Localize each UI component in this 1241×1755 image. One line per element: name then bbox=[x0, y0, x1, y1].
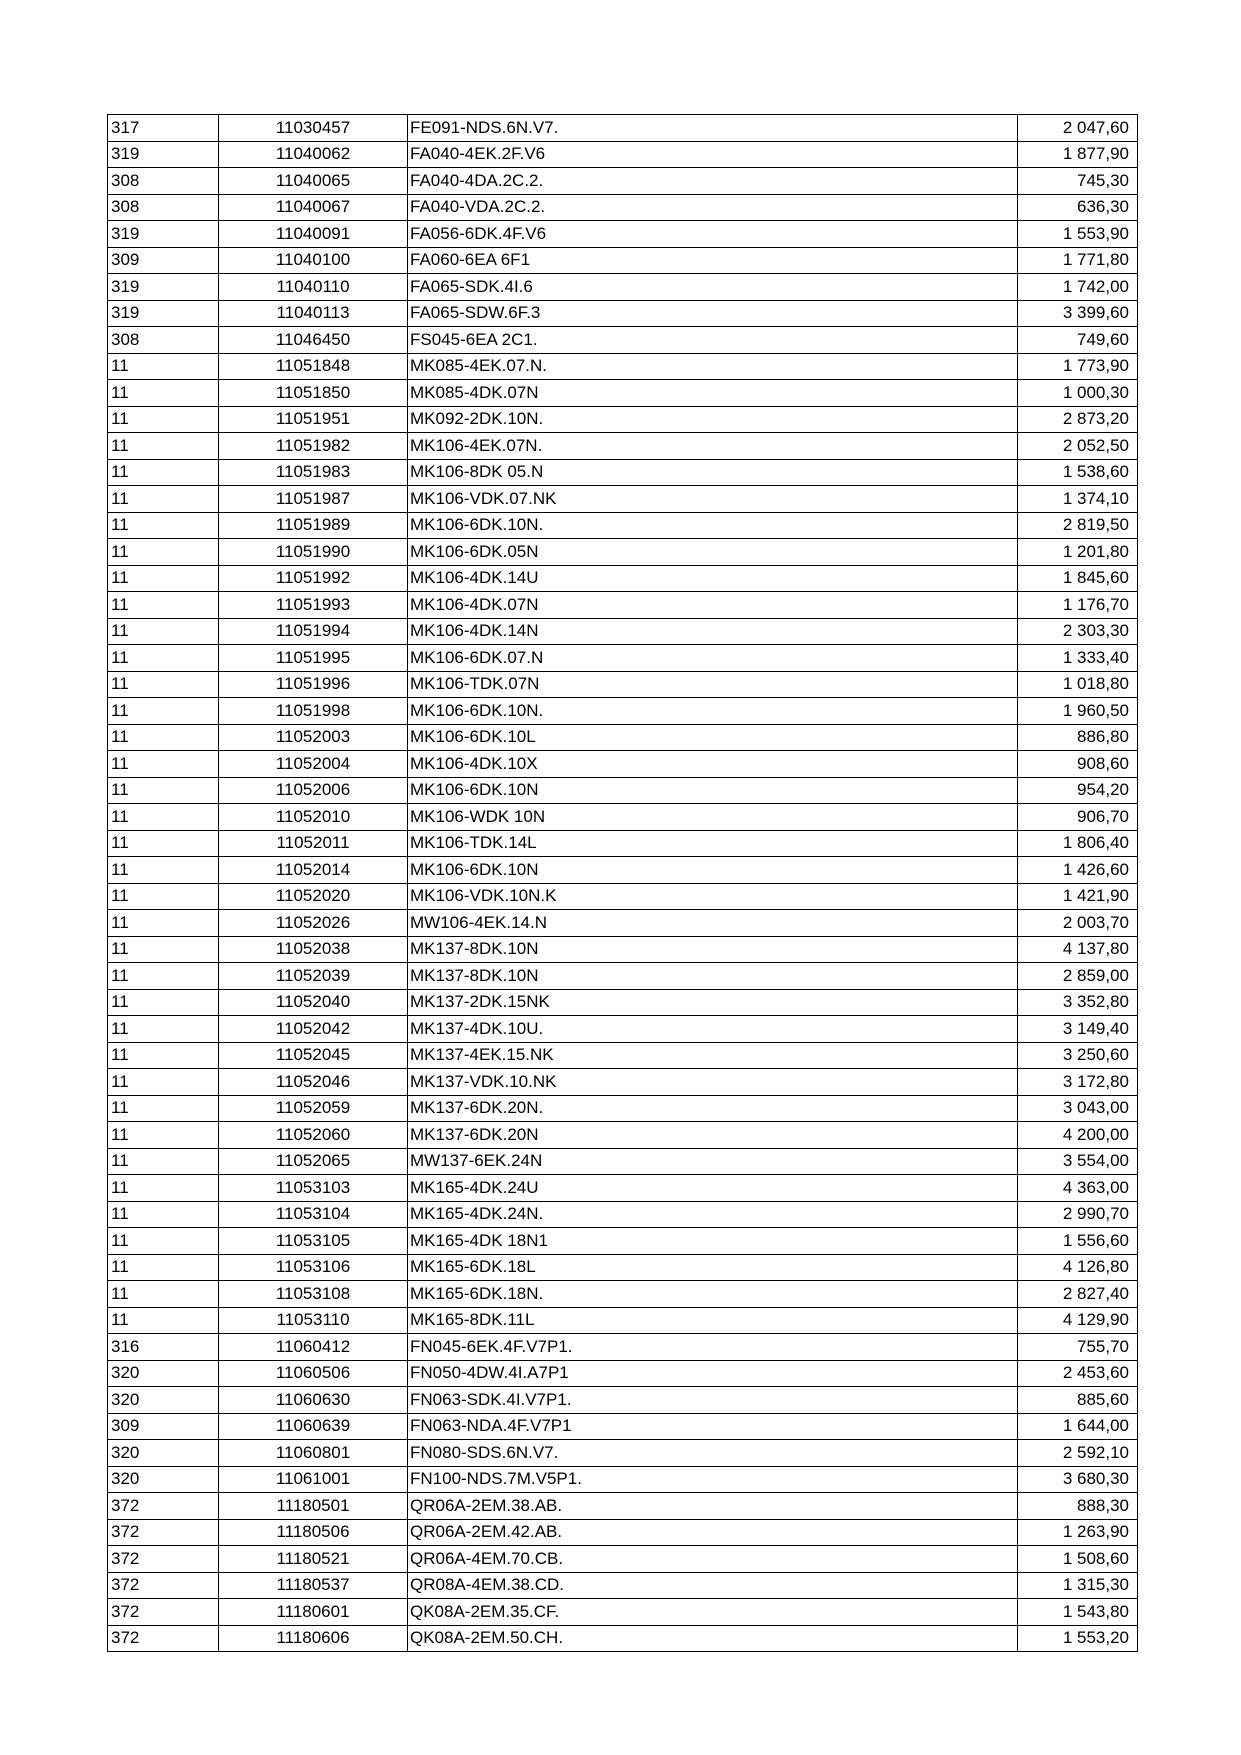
description-cell: MW106-4EK.14.N bbox=[408, 910, 1018, 937]
price-table bbox=[107, 114, 1138, 1652]
price-cell: 1 000,30 bbox=[1018, 380, 1138, 407]
table-row bbox=[108, 115, 1138, 142]
group-cell: 11 bbox=[108, 380, 219, 407]
article-code-cell: 11051995 bbox=[219, 645, 408, 672]
article-code-cell: 11052020 bbox=[219, 883, 408, 910]
group-cell: 11 bbox=[108, 777, 219, 804]
description-cell: MK106-6DK.10N bbox=[408, 777, 1018, 804]
price-cell: 4 126,80 bbox=[1018, 1254, 1138, 1281]
group-cell: 11 bbox=[108, 592, 219, 619]
description-cell: FE091-NDS.6N.V7. bbox=[408, 115, 1018, 142]
price-cell: 1 742,00 bbox=[1018, 274, 1138, 301]
description-cell: MK137-8DK.10N bbox=[408, 936, 1018, 963]
description-cell: MK165-8DK.11L bbox=[408, 1307, 1018, 1334]
description-cell: MK106-6DK.10N. bbox=[408, 512, 1018, 539]
article-code-cell: 11053105 bbox=[219, 1228, 408, 1255]
description-cell: FA065-SDK.4I.6 bbox=[408, 274, 1018, 301]
table-row bbox=[108, 1228, 1138, 1255]
article-code-cell: 11180537 bbox=[219, 1572, 408, 1599]
description-cell: MK106-4EK.07N. bbox=[408, 433, 1018, 460]
table-row bbox=[108, 1493, 1138, 1520]
group-cell: 372 bbox=[108, 1625, 219, 1652]
table-row bbox=[108, 1069, 1138, 1096]
group-cell: 320 bbox=[108, 1387, 219, 1414]
price-cell: 1 771,80 bbox=[1018, 247, 1138, 274]
group-cell: 11 bbox=[108, 645, 219, 672]
price-cell: 755,70 bbox=[1018, 1334, 1138, 1361]
article-code-cell: 11051987 bbox=[219, 486, 408, 513]
article-code-cell: 11051983 bbox=[219, 459, 408, 486]
group-cell: 320 bbox=[108, 1440, 219, 1467]
article-code-cell: 11052046 bbox=[219, 1069, 408, 1096]
group-cell: 11 bbox=[108, 1281, 219, 1308]
price-cell: 1 538,60 bbox=[1018, 459, 1138, 486]
article-code-cell: 11040113 bbox=[219, 300, 408, 327]
article-code-cell: 11060801 bbox=[219, 1440, 408, 1467]
article-code-cell: 11060412 bbox=[219, 1334, 408, 1361]
description-cell: MK106-4DK.14U bbox=[408, 565, 1018, 592]
article-code-cell: 11040100 bbox=[219, 247, 408, 274]
table-row bbox=[108, 1095, 1138, 1122]
table-row bbox=[108, 671, 1138, 698]
price-cell: 1 315,30 bbox=[1018, 1572, 1138, 1599]
group-cell: 11 bbox=[108, 1201, 219, 1228]
article-code-cell: 11052039 bbox=[219, 963, 408, 990]
price-cell: 1 508,60 bbox=[1018, 1546, 1138, 1573]
description-cell: MK106-6DK.10L bbox=[408, 724, 1018, 751]
group-cell: 11 bbox=[108, 1016, 219, 1043]
article-code-cell: 11051993 bbox=[219, 592, 408, 619]
table-row bbox=[108, 724, 1138, 751]
table-row bbox=[108, 1042, 1138, 1069]
group-cell: 11 bbox=[108, 565, 219, 592]
price-cell: 2 990,70 bbox=[1018, 1201, 1138, 1228]
table-row bbox=[108, 1254, 1138, 1281]
price-cell: 4 137,80 bbox=[1018, 936, 1138, 963]
table-row bbox=[108, 830, 1138, 857]
table-row bbox=[108, 1148, 1138, 1175]
group-cell: 372 bbox=[108, 1572, 219, 1599]
group-cell: 11 bbox=[108, 883, 219, 910]
group-cell: 320 bbox=[108, 1360, 219, 1387]
price-table-body bbox=[108, 115, 1138, 1652]
group-cell: 317 bbox=[108, 115, 219, 142]
price-cell: 2 827,40 bbox=[1018, 1281, 1138, 1308]
table-row bbox=[108, 1440, 1138, 1467]
price-cell: 3 680,30 bbox=[1018, 1466, 1138, 1493]
group-cell: 11 bbox=[108, 1069, 219, 1096]
description-cell: MK165-4DK.24N. bbox=[408, 1201, 1018, 1228]
table-row bbox=[108, 327, 1138, 354]
group-cell: 11 bbox=[108, 989, 219, 1016]
description-cell: MK106-4DK.07N bbox=[408, 592, 1018, 619]
description-cell: FN080-SDS.6N.V7. bbox=[408, 1440, 1018, 1467]
article-code-cell: 11040110 bbox=[219, 274, 408, 301]
description-cell: MK137-4DK.10U. bbox=[408, 1016, 1018, 1043]
description-cell: MK137-VDK.10.NK bbox=[408, 1069, 1018, 1096]
price-cell: 2 819,50 bbox=[1018, 512, 1138, 539]
price-cell: 1 553,20 bbox=[1018, 1625, 1138, 1652]
description-cell: QR06A-2EM.38.AB. bbox=[408, 1493, 1018, 1520]
price-cell: 3 149,40 bbox=[1018, 1016, 1138, 1043]
article-code-cell: 11051850 bbox=[219, 380, 408, 407]
table-row bbox=[108, 963, 1138, 990]
article-code-cell: 11052014 bbox=[219, 857, 408, 884]
article-code-cell: 11051996 bbox=[219, 671, 408, 698]
article-code-cell: 11030457 bbox=[219, 115, 408, 142]
article-code-cell: 11052040 bbox=[219, 989, 408, 1016]
price-cell: 906,70 bbox=[1018, 804, 1138, 831]
article-code-cell: 11051982 bbox=[219, 433, 408, 460]
price-cell: 3 399,60 bbox=[1018, 300, 1138, 327]
group-cell: 11 bbox=[108, 1228, 219, 1255]
article-code-cell: 11061001 bbox=[219, 1466, 408, 1493]
group-cell: 11 bbox=[108, 936, 219, 963]
table-row bbox=[108, 618, 1138, 645]
table-row bbox=[108, 1307, 1138, 1334]
description-cell: MK165-6DK.18N. bbox=[408, 1281, 1018, 1308]
table-row bbox=[108, 1625, 1138, 1652]
article-code-cell: 11180501 bbox=[219, 1493, 408, 1520]
description-cell: MK106-TDK.07N bbox=[408, 671, 1018, 698]
table-row bbox=[108, 645, 1138, 672]
group-cell: 11 bbox=[108, 1095, 219, 1122]
table-row bbox=[108, 1387, 1138, 1414]
description-cell: MW137-6EK.24N bbox=[408, 1148, 1018, 1175]
article-code-cell: 11053108 bbox=[219, 1281, 408, 1308]
table-row bbox=[108, 274, 1138, 301]
table-row bbox=[108, 1519, 1138, 1546]
price-cell: 1 806,40 bbox=[1018, 830, 1138, 857]
group-cell: 11 bbox=[108, 830, 219, 857]
price-cell: 1 556,60 bbox=[1018, 1228, 1138, 1255]
group-cell: 11 bbox=[108, 857, 219, 884]
article-code-cell: 11052010 bbox=[219, 804, 408, 831]
group-cell: 11 bbox=[108, 353, 219, 380]
article-code-cell: 11052042 bbox=[219, 1016, 408, 1043]
article-code-cell: 11051994 bbox=[219, 618, 408, 645]
table-row bbox=[108, 168, 1138, 195]
table-row bbox=[108, 380, 1138, 407]
description-cell: QR06A-2EM.42.AB. bbox=[408, 1519, 1018, 1546]
group-cell: 309 bbox=[108, 1413, 219, 1440]
price-cell: 3 554,00 bbox=[1018, 1148, 1138, 1175]
table-row bbox=[108, 936, 1138, 963]
price-cell: 2 453,60 bbox=[1018, 1360, 1138, 1387]
price-cell: 3 043,00 bbox=[1018, 1095, 1138, 1122]
price-cell: 4 200,00 bbox=[1018, 1122, 1138, 1149]
description-cell: MK137-2DK.15NK bbox=[408, 989, 1018, 1016]
price-cell: 4 363,00 bbox=[1018, 1175, 1138, 1202]
group-cell: 319 bbox=[108, 141, 219, 168]
group-cell: 308 bbox=[108, 327, 219, 354]
price-cell: 1 960,50 bbox=[1018, 698, 1138, 725]
price-cell: 1 201,80 bbox=[1018, 539, 1138, 566]
table-row bbox=[108, 1334, 1138, 1361]
price-cell: 1 773,90 bbox=[1018, 353, 1138, 380]
price-cell: 2 003,70 bbox=[1018, 910, 1138, 937]
description-cell: FA040-VDA.2C.2. bbox=[408, 194, 1018, 221]
description-cell: FS045-6EA 2C1. bbox=[408, 327, 1018, 354]
description-cell: MK106-6DK.10N. bbox=[408, 698, 1018, 725]
group-cell: 11 bbox=[108, 433, 219, 460]
price-cell: 1 553,90 bbox=[1018, 221, 1138, 248]
description-cell: FA056-6DK.4F.V6 bbox=[408, 221, 1018, 248]
group-cell: 11 bbox=[108, 751, 219, 778]
description-cell: MK106-TDK.14L bbox=[408, 830, 1018, 857]
article-code-cell: 11051848 bbox=[219, 353, 408, 380]
description-cell: MK137-4EK.15.NK bbox=[408, 1042, 1018, 1069]
article-code-cell: 11052003 bbox=[219, 724, 408, 751]
article-code-cell: 11051951 bbox=[219, 406, 408, 433]
price-cell: 1 877,90 bbox=[1018, 141, 1138, 168]
description-cell: FN045-6EK.4F.V7P1. bbox=[408, 1334, 1018, 1361]
group-cell: 11 bbox=[108, 804, 219, 831]
group-cell: 372 bbox=[108, 1599, 219, 1626]
table-row bbox=[108, 406, 1138, 433]
price-cell: 1 426,60 bbox=[1018, 857, 1138, 884]
price-cell: 1 263,90 bbox=[1018, 1519, 1138, 1546]
group-cell: 11 bbox=[108, 671, 219, 698]
description-cell: MK106-4DK.10X bbox=[408, 751, 1018, 778]
table-row bbox=[108, 777, 1138, 804]
description-cell: MK106-4DK.14N bbox=[408, 618, 1018, 645]
table-row bbox=[108, 1360, 1138, 1387]
price-cell: 3 250,60 bbox=[1018, 1042, 1138, 1069]
price-cell: 888,30 bbox=[1018, 1493, 1138, 1520]
article-code-cell: 11060639 bbox=[219, 1413, 408, 1440]
table-row bbox=[108, 1281, 1138, 1308]
table-row bbox=[108, 565, 1138, 592]
table-row bbox=[108, 433, 1138, 460]
description-cell: MK106-VDK.10N.K bbox=[408, 883, 1018, 910]
description-cell: QK08A-2EM.50.CH. bbox=[408, 1625, 1018, 1652]
article-code-cell: 11060630 bbox=[219, 1387, 408, 1414]
group-cell: 11 bbox=[108, 539, 219, 566]
group-cell: 11 bbox=[108, 406, 219, 433]
group-cell: 372 bbox=[108, 1546, 219, 1573]
table-row bbox=[108, 883, 1138, 910]
group-cell: 11 bbox=[108, 963, 219, 990]
price-cell: 4 129,90 bbox=[1018, 1307, 1138, 1334]
description-cell: FA040-4DA.2C.2. bbox=[408, 168, 1018, 195]
table-row bbox=[108, 1175, 1138, 1202]
table-row bbox=[108, 1599, 1138, 1626]
group-cell: 316 bbox=[108, 1334, 219, 1361]
article-code-cell: 11180606 bbox=[219, 1625, 408, 1652]
group-cell: 308 bbox=[108, 194, 219, 221]
table-row bbox=[108, 486, 1138, 513]
group-cell: 308 bbox=[108, 168, 219, 195]
group-cell: 11 bbox=[108, 910, 219, 937]
group-cell: 11 bbox=[108, 618, 219, 645]
article-code-cell: 11053103 bbox=[219, 1175, 408, 1202]
price-cell: 954,20 bbox=[1018, 777, 1138, 804]
table-row bbox=[108, 353, 1138, 380]
article-code-cell: 11180521 bbox=[219, 1546, 408, 1573]
group-cell: 11 bbox=[108, 724, 219, 751]
description-cell: MK137-6DK.20N bbox=[408, 1122, 1018, 1149]
table-row bbox=[108, 804, 1138, 831]
group-cell: 319 bbox=[108, 221, 219, 248]
article-code-cell: 11051989 bbox=[219, 512, 408, 539]
article-code-cell: 11180506 bbox=[219, 1519, 408, 1546]
article-code-cell: 11052011 bbox=[219, 830, 408, 857]
description-cell: MK165-6DK.18L bbox=[408, 1254, 1018, 1281]
group-cell: 372 bbox=[108, 1519, 219, 1546]
table-row bbox=[108, 1413, 1138, 1440]
price-cell: 1 176,70 bbox=[1018, 592, 1138, 619]
description-cell: QR08A-4EM.38.CD. bbox=[408, 1572, 1018, 1599]
article-code-cell: 11051998 bbox=[219, 698, 408, 725]
description-cell: MK137-8DK.10N bbox=[408, 963, 1018, 990]
table-row bbox=[108, 1201, 1138, 1228]
description-cell: QR06A-4EM.70.CB. bbox=[408, 1546, 1018, 1573]
article-code-cell: 11040091 bbox=[219, 221, 408, 248]
group-cell: 11 bbox=[108, 1254, 219, 1281]
table-row bbox=[108, 989, 1138, 1016]
description-cell: FN063-SDK.4I.V7P1. bbox=[408, 1387, 1018, 1414]
price-cell: 886,80 bbox=[1018, 724, 1138, 751]
price-cell: 2 859,00 bbox=[1018, 963, 1138, 990]
table-row bbox=[108, 1546, 1138, 1573]
table-row bbox=[108, 857, 1138, 884]
article-code-cell: 11053104 bbox=[219, 1201, 408, 1228]
description-cell: MK106-VDK.07.NK bbox=[408, 486, 1018, 513]
price-cell: 3 352,80 bbox=[1018, 989, 1138, 1016]
description-cell: MK085-4EK.07.N. bbox=[408, 353, 1018, 380]
description-cell: MK085-4DK.07N bbox=[408, 380, 1018, 407]
description-cell: FN050-4DW.4I.A7P1 bbox=[408, 1360, 1018, 1387]
table-row bbox=[108, 1466, 1138, 1493]
group-cell: 319 bbox=[108, 274, 219, 301]
article-code-cell: 11052006 bbox=[219, 777, 408, 804]
group-cell: 11 bbox=[108, 1148, 219, 1175]
table-row bbox=[108, 539, 1138, 566]
table-row bbox=[108, 512, 1138, 539]
table-row bbox=[108, 141, 1138, 168]
article-code-cell: 11052038 bbox=[219, 936, 408, 963]
price-cell: 2 047,60 bbox=[1018, 115, 1138, 142]
price-cell: 1 644,00 bbox=[1018, 1413, 1138, 1440]
description-cell: FA060-6EA 6F1 bbox=[408, 247, 1018, 274]
article-code-cell: 11040067 bbox=[219, 194, 408, 221]
description-cell: MK106-6DK.07.N bbox=[408, 645, 1018, 672]
article-code-cell: 11052059 bbox=[219, 1095, 408, 1122]
description-cell: MK165-4DK.24U bbox=[408, 1175, 1018, 1202]
price-cell: 1 374,10 bbox=[1018, 486, 1138, 513]
price-cell: 1 543,80 bbox=[1018, 1599, 1138, 1626]
price-cell: 749,60 bbox=[1018, 327, 1138, 354]
article-code-cell: 11060506 bbox=[219, 1360, 408, 1387]
description-cell: FA065-SDW.6F.3 bbox=[408, 300, 1018, 327]
table-row bbox=[108, 221, 1138, 248]
table-row bbox=[108, 1016, 1138, 1043]
group-cell: 11 bbox=[108, 512, 219, 539]
price-cell: 2 052,50 bbox=[1018, 433, 1138, 460]
description-cell: FN063-NDA.4F.V7P1 bbox=[408, 1413, 1018, 1440]
article-code-cell: 11052004 bbox=[219, 751, 408, 778]
group-cell: 11 bbox=[108, 1042, 219, 1069]
price-cell: 745,30 bbox=[1018, 168, 1138, 195]
group-cell: 11 bbox=[108, 459, 219, 486]
table-row bbox=[108, 1122, 1138, 1149]
price-cell: 2 303,30 bbox=[1018, 618, 1138, 645]
article-code-cell: 11053106 bbox=[219, 1254, 408, 1281]
article-code-cell: 11052045 bbox=[219, 1042, 408, 1069]
group-cell: 11 bbox=[108, 1307, 219, 1334]
group-cell: 372 bbox=[108, 1493, 219, 1520]
description-cell: MK092-2DK.10N. bbox=[408, 406, 1018, 433]
description-cell: MK165-4DK 18N1 bbox=[408, 1228, 1018, 1255]
article-code-cell: 11040062 bbox=[219, 141, 408, 168]
article-code-cell: 11046450 bbox=[219, 327, 408, 354]
price-cell: 1 018,80 bbox=[1018, 671, 1138, 698]
article-code-cell: 11040065 bbox=[219, 168, 408, 195]
table-row bbox=[108, 300, 1138, 327]
article-code-cell: 11051992 bbox=[219, 565, 408, 592]
price-cell: 885,60 bbox=[1018, 1387, 1138, 1414]
table-row bbox=[108, 910, 1138, 937]
table-row bbox=[108, 247, 1138, 274]
article-code-cell: 11052060 bbox=[219, 1122, 408, 1149]
price-cell: 636,30 bbox=[1018, 194, 1138, 221]
group-cell: 309 bbox=[108, 247, 219, 274]
price-cell: 2 873,20 bbox=[1018, 406, 1138, 433]
price-cell: 3 172,80 bbox=[1018, 1069, 1138, 1096]
article-code-cell: 11052065 bbox=[219, 1148, 408, 1175]
table-row bbox=[108, 751, 1138, 778]
group-cell: 319 bbox=[108, 300, 219, 327]
price-cell: 1 421,90 bbox=[1018, 883, 1138, 910]
description-cell: FA040-4EK.2F.V6 bbox=[408, 141, 1018, 168]
article-code-cell: 11053110 bbox=[219, 1307, 408, 1334]
table-row bbox=[108, 194, 1138, 221]
group-cell: 11 bbox=[108, 698, 219, 725]
price-cell: 1 333,40 bbox=[1018, 645, 1138, 672]
table-row bbox=[108, 592, 1138, 619]
description-cell: QK08A-2EM.35.CF. bbox=[408, 1599, 1018, 1626]
price-cell: 1 845,60 bbox=[1018, 565, 1138, 592]
description-cell: MK106-WDK 10N bbox=[408, 804, 1018, 831]
table-row bbox=[108, 698, 1138, 725]
article-code-cell: 11180601 bbox=[219, 1599, 408, 1626]
price-cell: 2 592,10 bbox=[1018, 1440, 1138, 1467]
description-cell: MK106-8DK 05.N bbox=[408, 459, 1018, 486]
table-row bbox=[108, 1572, 1138, 1599]
article-code-cell: 11052026 bbox=[219, 910, 408, 937]
group-cell: 11 bbox=[108, 486, 219, 513]
article-code-cell: 11051990 bbox=[219, 539, 408, 566]
group-cell: 11 bbox=[108, 1122, 219, 1149]
description-cell: MK106-6DK.05N bbox=[408, 539, 1018, 566]
description-cell: MK137-6DK.20N. bbox=[408, 1095, 1018, 1122]
group-cell: 11 bbox=[108, 1175, 219, 1202]
table-row bbox=[108, 459, 1138, 486]
group-cell: 320 bbox=[108, 1466, 219, 1493]
price-cell: 908,60 bbox=[1018, 751, 1138, 778]
description-cell: FN100-NDS.7M.V5P1. bbox=[408, 1466, 1018, 1493]
description-cell: MK106-6DK.10N bbox=[408, 857, 1018, 884]
